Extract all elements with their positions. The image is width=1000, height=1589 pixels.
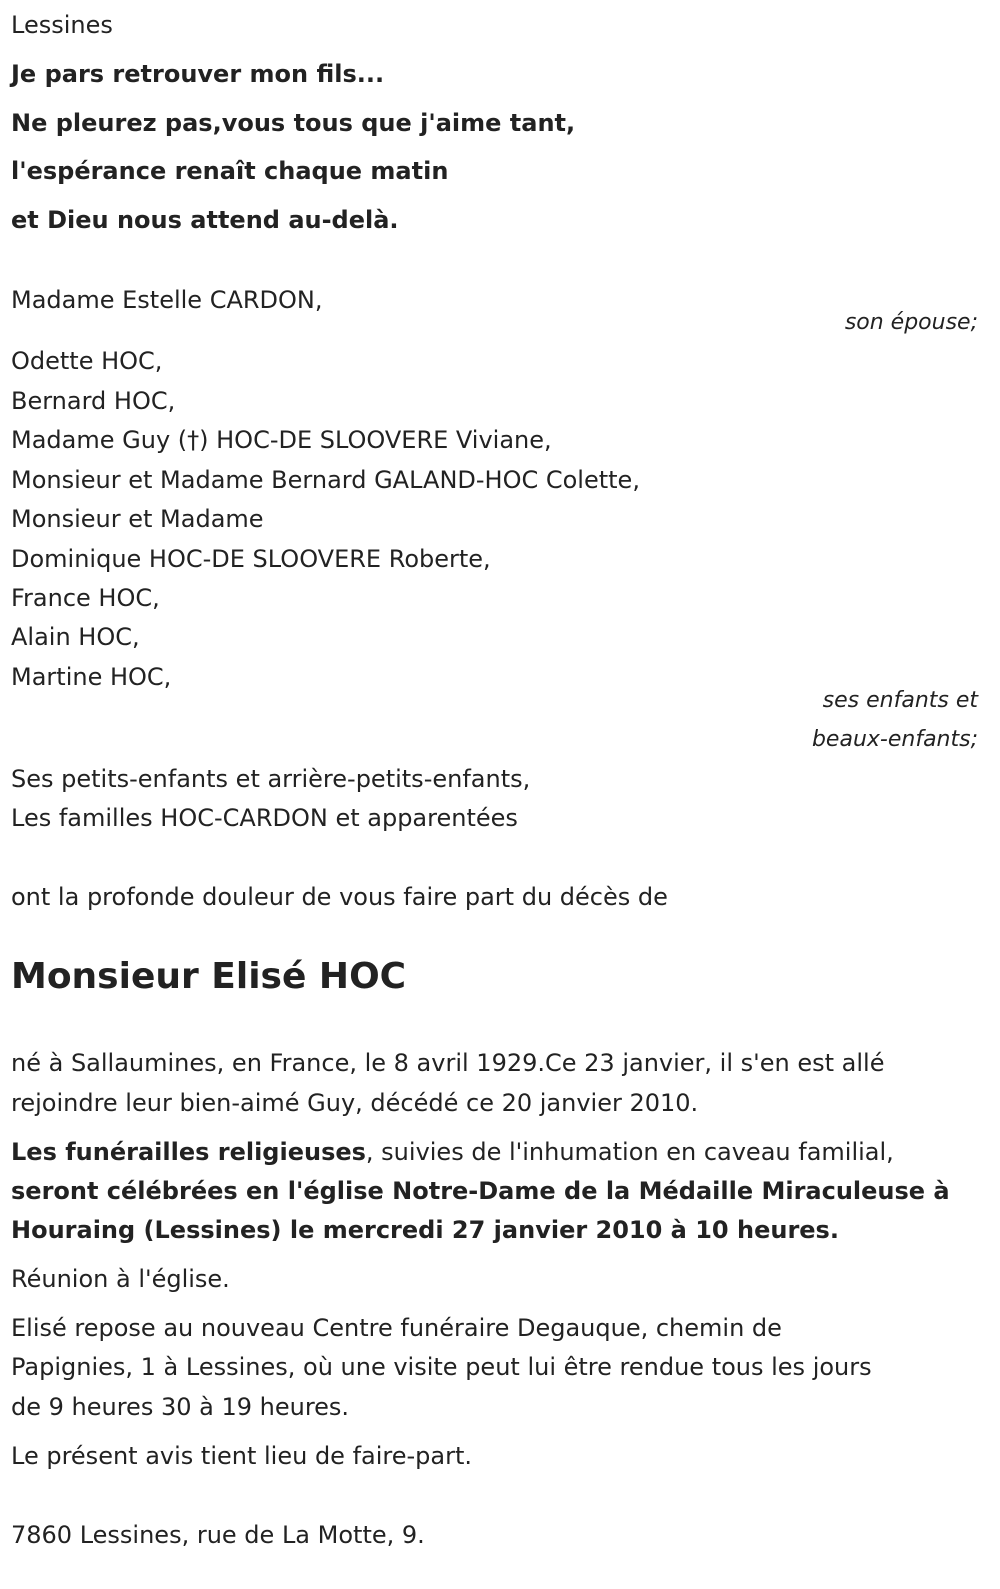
child-name: Martine HOC,: [11, 663, 172, 691]
poem-line: Ne pleurez pas,vous tous que j'aime tant,: [11, 109, 576, 137]
funeral-rest: , suivies de l'inhumation en caveau familial,: [365, 1138, 894, 1166]
child-name: Monsieur et Madame: [11, 505, 264, 533]
children-relation: beaux-enfants;: [811, 727, 978, 752]
poem-line: et Dieu nous attend au-delà.: [11, 206, 399, 234]
deceased-name: Monsieur Elisé HOC: [11, 956, 407, 997]
child-name: Alain HOC,: [11, 623, 140, 651]
funeral-bold: Les funérailles religieuses: [11, 1138, 366, 1166]
funeral-line: [11, 1137, 894, 1167]
poem-line: Je pars retrouver mon fils...: [11, 60, 385, 88]
address: 7860 Lessines, rue de La Motte, 9.: [11, 1521, 425, 1549]
birth-line: rejoindre leur bien-aimé Guy, décédé ce 20 janvier 2010.: [11, 1089, 699, 1117]
reunion: Réunion à l'église.: [11, 1265, 230, 1293]
child-name: Bernard HOC,: [11, 387, 176, 415]
children-relation: ses enfants et: [822, 688, 978, 713]
child-name: France HOC,: [11, 584, 160, 612]
visit-line: de 9 heures 30 à 19 heures.: [11, 1393, 350, 1421]
others-line: Ses petits-enfants et arrière-petits-enfants,: [11, 765, 531, 793]
spouse-relation: son épouse;: [844, 310, 978, 335]
child-name: Dominique HOC-DE SLOOVERE Roberte,: [11, 545, 491, 573]
others-line: Les familles HOC-CARDON et apparentées: [11, 804, 518, 832]
visit-line: Elisé repose au nouveau Centre funéraire Degauque, chemin de: [11, 1314, 782, 1342]
announcement: ont la profonde douleur de vous faire part du décès de: [11, 883, 668, 911]
funeral-line: seront célébrées en l'église Notre-Dame de la Médaille Miraculeuse à: [11, 1177, 950, 1205]
location: Lessines: [11, 11, 113, 39]
poem-line: l'espérance renaît chaque matin: [11, 157, 449, 185]
funeral-line: Houraing (Lessines) le mercredi 27 janvier 2010 à 10 heures.: [11, 1216, 839, 1244]
birth-line: né à Sallaumines, en France, le 8 avril 1929.Ce 23 janvier, il s'en est allé: [11, 1049, 885, 1077]
child-name: Madame Guy (†) HOC-DE SLOOVERE Viviane,: [11, 426, 552, 454]
child-name: Odette HOC,: [11, 347, 163, 375]
spouse-name: Madame Estelle CARDON,: [11, 286, 323, 314]
notice: Le présent avis tient lieu de faire-part.: [11, 1442, 473, 1470]
visit-line: Papignies, 1 à Lessines, où une visite peut lui être rendue tous les jours: [11, 1353, 872, 1381]
child-name: Monsieur et Madame Bernard GALAND-HOC Colette,: [11, 466, 640, 494]
